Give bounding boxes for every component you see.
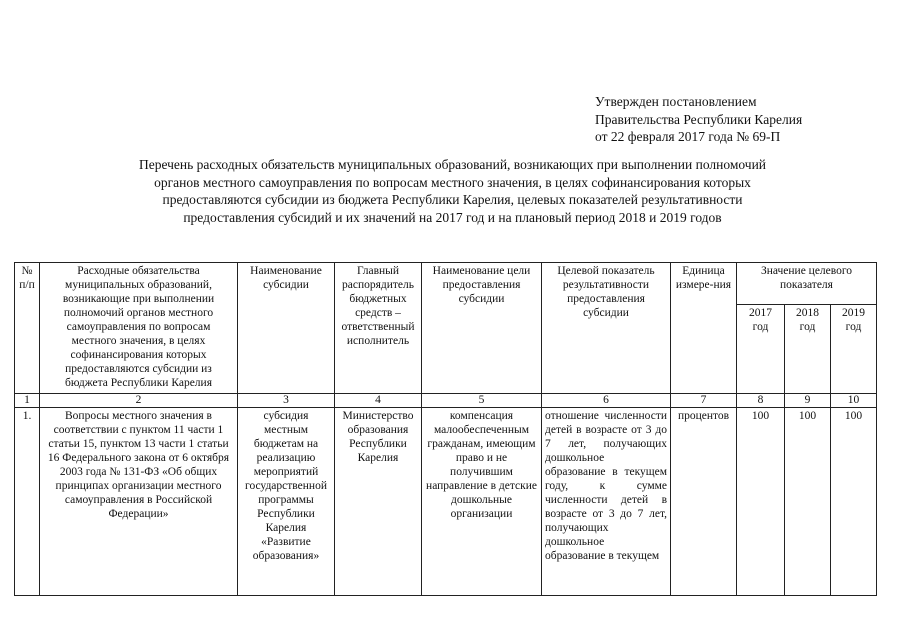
approval-block — [595, 93, 802, 146]
row-manager-text: Министерство образования Республики Карелия — [342, 410, 414, 464]
approval-line-2: Правительства Республики Карелия — [595, 111, 803, 127]
row-value-2019: 100 — [831, 408, 877, 596]
header-year-2018: 2018 год — [785, 304, 831, 393]
approval-line-1: Утвержден постановлением — [595, 94, 757, 109]
title-line-4: предоставления субсидий и их значений на 2017 год и на плановый период 2018 и 2019 годов — [183, 209, 722, 225]
header-unit: Единица измере-ния — [671, 263, 737, 394]
column-number: 1 — [15, 394, 40, 408]
header-manager: Главный распорядитель бюджетных средств – ответственный исполнитель — [335, 263, 422, 394]
obligations-table — [14, 262, 877, 596]
column-number-row — [15, 394, 877, 408]
row-obligation-text: Вопросы местного значения в соответствии с пунктом 11 части 1 статьи 15, пунктом 13 части 1 статьи 16 Федерального закона от 6 октября 2003 года № 131-ФЗ «Об общих принципах организации местного самоуправления в Российской Федерации» — [47, 410, 230, 520]
row-num: 1. — [15, 408, 40, 596]
header-value-group: Значение целевого показателя — [737, 263, 877, 305]
column-number: 10 — [831, 394, 877, 408]
approval-line-3: от 22 февраля 2017 года № 69-П — [595, 129, 781, 144]
row-obligation — [40, 408, 238, 596]
column-number: 3 — [238, 394, 335, 408]
document-title — [60, 156, 845, 226]
header-row — [15, 263, 877, 305]
column-number: 6 — [542, 394, 671, 408]
row-subsidy — [238, 408, 335, 596]
column-number: 8 — [737, 394, 785, 408]
row-indicator — [542, 408, 671, 596]
row-value-2018: 100 — [785, 408, 831, 596]
header-obligations: Расходные обязательства муниципальных образований, возникающие при выполнении полномочий органов местного самоуправления по вопросам местного значения, в целях софинансирования которых предоставляются субсидии из бюджета Республики Карелия — [40, 263, 238, 394]
column-number: 4 — [335, 394, 422, 408]
row-value-2017: 100 — [737, 408, 785, 596]
title-line-3: предоставляются субсидии из бюджета Республики Карелия, целевых показателей результативности — [162, 192, 743, 207]
column-number: 2 — [40, 394, 238, 408]
title-line-1: Перечень расходных обязательств муниципальных образований, возникающих при выполнении полномочий — [138, 157, 767, 172]
row-goal — [422, 408, 542, 596]
header-num: № п/п — [15, 263, 40, 394]
header-year-2019: 2019 год — [831, 304, 877, 393]
row-manager — [335, 408, 422, 596]
header-goal: Наименование цели предоставления субсидии — [422, 263, 542, 394]
row-goal-text: компенсация малообеспеченным гражданам, имеющим право и не получившим направление в детские дошкольные организации — [426, 410, 537, 520]
header-subsidy-name: Наименование субсидии — [238, 263, 335, 394]
title-line-2: органов местного самоуправления по вопросам местного значения, в целях софинансирования которых — [154, 174, 751, 190]
column-number: 7 — [671, 394, 737, 408]
row-unit: процентов — [671, 408, 737, 596]
header-year-2017: 2017 год — [737, 304, 785, 393]
column-number: 5 — [422, 394, 542, 408]
column-number: 9 — [785, 394, 831, 408]
header-indicator: Целевой показатель результативности предоставления субсидии — [542, 263, 671, 394]
table-row — [15, 408, 877, 596]
row-subsidy-text: субсидия местным бюджетам на реализацию мероприятий государственной программы Республики Карелия «Развитие образования» — [245, 410, 327, 562]
row-indicator-text: отношение численности детей в возрасте от 3 до 7 лет, получающих дошкольное образование в текущем году, к сумме численности детей в возрасте от 3 до 7 лет, получающих дошкольное образование в текущем — [545, 410, 667, 562]
